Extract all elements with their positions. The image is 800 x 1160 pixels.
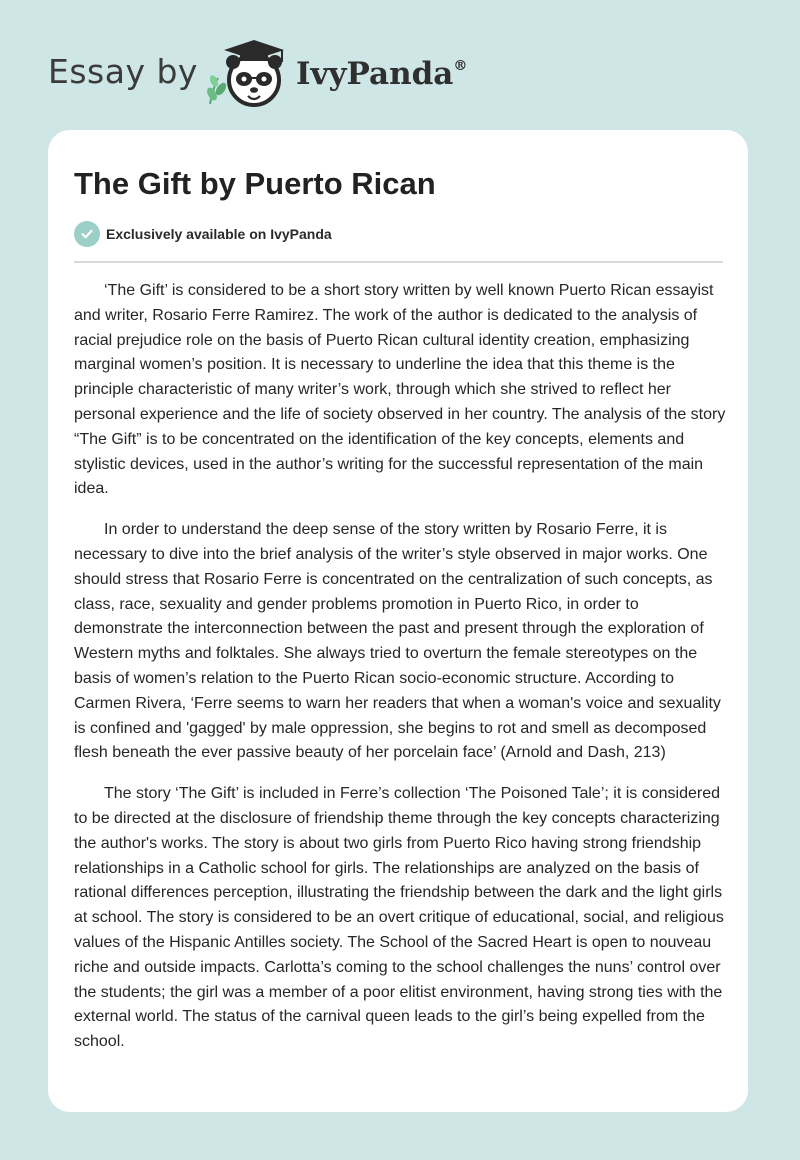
article-body	[74, 279, 729, 1071]
brand-name-text: IvyPanda	[296, 56, 454, 92]
registered-mark: ®	[453, 58, 468, 74]
site-header	[48, 34, 548, 110]
page-title: The Gift by Puerto Rican	[74, 166, 436, 201]
essay-by-label: Essay by	[48, 52, 198, 91]
paragraph-1: ‘The Gift’ is considered to be a short story written by well known Puerto Rican essayist and writer, Rosario Ferre Ramirez. The work of the author is dedicated to the analysis of racial prejudice role on the basis of Puerto Rican cultural identity creation, emphasizing marginal women’s position. It is necessary to underline the idea that this theme is the principle characteristic of many writer’s work, through which she strived to reflect her personal experience and the life of society observed in her country. The analysis of the story “The Gift” is to be concentrated on the identification of the key concepts, elements and stylistic devices, used in the author’s writing for the successful representation of the main idea.	[74, 282, 726, 498]
paragraph-3: The story ‘The Gift’ is included in Ferre’s collection ‘The Poisoned Tale’; it is considered to be directed at the disclosure of friendship theme through the key concepts characterizing the author's works. The story is about two girls from Puerto Rico having strong friendship relationships in a Catholic school for girls. The relationships are analyzed on the basis of rational differences perception, illustrating the friendship between the dark and the light girls at school. The story is considered to be an overt critique of educational, social, and religious values of the Hispanic Antilles society. The School of the Sacred Heart is open to nouveau riche and outside impacts. Carlotta’s coming to the school challenges the nuns’ control over the students; the girl was a member of a poor elitist environment, having strong ties with the external world. The status of the carnival queen leads to the girl’s being expelled from the school.	[74, 785, 724, 1051]
article-card	[48, 130, 748, 1112]
panda-logo-icon[interactable]	[202, 34, 294, 110]
paragraph-2: In order to understand the deep sense of the story written by Rosario Ferre, it is necessary to dive into the brief analysis of the writer’s style observed in major works. One should stress that Rosario Ferre is concentrated on the centralization of such concepts, as class, race, sexuality and gender problems promotion in Puerto Rico, in order to demonstrate the interconnection between the past and present through the exploration of Western myths and folktales. She always tried to overturn the female stereotypes on the basis of women’s relation to the Puerto Rican socio-economic structure. According to Carmen Rivera, ‘Ferre seems to warn her readers that when a woman's voice and sexuality is confined and 'gagged' by male oppression, she begins to rot and smell as decomposed flesh beneath the ever passive beauty of her porcelain face’ (Arnold and Dash, 213)	[74, 521, 721, 762]
check-icon	[74, 221, 100, 247]
exclusive-badge	[74, 221, 332, 247]
exclusive-label: Exclusively available on IvyPanda	[106, 226, 332, 242]
brand-name[interactable]	[296, 56, 467, 92]
divider	[74, 261, 723, 263]
